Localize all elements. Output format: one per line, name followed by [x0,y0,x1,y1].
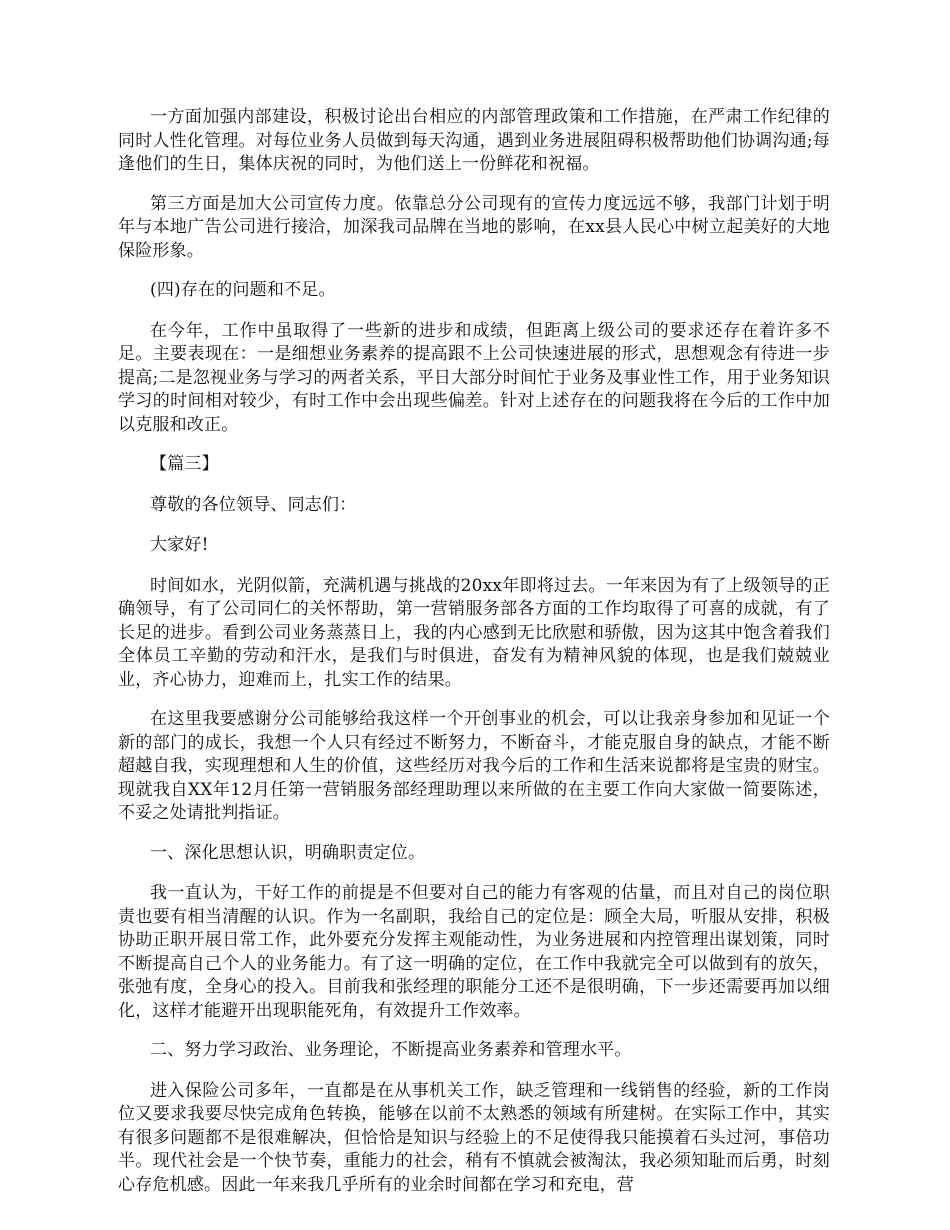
paragraph-publicity: 第三方面是加大公司宣传力度。依靠总分公司现有的宣传力度远远不够，我部门计划于明年与本地广告公司进行接洽，加深我司品牌在当地的影响，在xx县人民心中树立起美好的大地保险形象。 [118,193,830,261]
section-heading-role: 一、深化思想认识，明确职责定位。 [150,842,426,863]
chapter-heading-part-three: 【篇三】 [150,454,219,474]
section-heading-problems: (四)存在的问题和不足。 [150,280,336,300]
greeting: 大家好! [150,535,209,555]
section-heading-learning: 二、努力学习政治、业务理论，不断提高业务素养和管理水平。 [150,1040,632,1060]
salutation: 尊敬的各位领导、同志们： [150,494,357,515]
paragraph-shortcomings: 在今年，工作中虽取得了一些新的进步和成绩，但距离上级公司的要求还存在着许多不足。主要表现在：一是细想业务素养的提高跟不上公司快速进展的形式，思想观念有待进一步提高;二是忽视业务与学习的两者关系，平日大部分时间忙于业务及事业性工作，用于业务知识学习的时间相对较少，有时工作中会出现些偏差。针对上述存在的问题我将在今后的工作中加以克服和改正。 [118,320,830,435]
paragraph-gratitude: 在这里我要感谢分公司能够给我这样一个开创事业的机会，可以让我亲身参加和见证一个新的部门的成长，我想一个人只有经过不断努力，不断奋斗，才能克服自身的缺点，才能不断超越自我，实现理想和人生的价值，这些经历对我今后的工作和生活来说都将是宝贵的财宝。现就我自XX年12月任第一营销服务部经理助理以来所做的在主要工作向大家做一简要陈述，不妥之处请批判指证。 [118,709,830,823]
document-page [118,106,830,1197]
paragraph-role-positioning: 我一直认为，干好工作的前提是不但要对自己的能力有客观的估量，而且对自己的岗位职责也要有相当清醒的认识。作为一名副职，我给自己的定位是：顾全大局，听服从安排，积极协助正职开展日常工作，此外要充分发挥主观能动性，为业务进展和内控管理出谋划策，同时不断提高自己个人的业务能力。有了这一明确的定位，在工作中我就完全可以做到有的放矢，张弛有度，全身心的投入。目前我和张经理的职能分工还不是很明确，下一步还需要再加以细化，这样才能避开出现职能死角，有效提升工作效率。 [118,883,830,1021]
paragraph-learning: 进入保险公司多年，一直都是在从事机关工作，缺乏管理和一线销售的经验，新的工作岗位又要求我要尽快完成角色转换，能够在以前不太熟悉的领域有所建树。在实际工作中，其实有很多问题都不是很难解决，但恰恰是知识与经验上的不足使得我只能摸着石头过河，事倍功半。现代社会是一个快节奏，重能力的社会，稍有不慎就会被淘汰，我必须知耻而后勇，时刻心存危机感。因此一年来我几乎所有的业余时间都在学习和充电，营 [118,1080,830,1195]
paragraph-internal-management: 一方面加强内部建设，积极讨论出台相应的内部管理政策和工作措施，在严肃工作纪律的同时人性化管理。对每位业务人员做到每天沟通，遇到业务进展阻碍积极帮助他们协调沟通;每逢他们的生日，集体庆祝的同时，为他们送上一份鲜花和祝福。 [118,107,830,174]
paragraph-year-review: 时间如水，光阴似箭，充满机遇与挑战的20xx年即将过去。一年来因为有了上级领导的正确领导，有了公司同仁的关怀帮助，第一营销服务部各方面的工作均取得了可喜的成就，有了长足的进步。看到公司业务蒸蒸日上，我的内心感到无比欣慰和骄傲，因为这其中饱含着我们全体员工辛勤的劳动和汗水，是我们与时俱进，奋发有为精神风貌的体现，也是我们兢兢业业，齐心协力，迎难而上，扎实工作的结果。 [118,575,830,690]
